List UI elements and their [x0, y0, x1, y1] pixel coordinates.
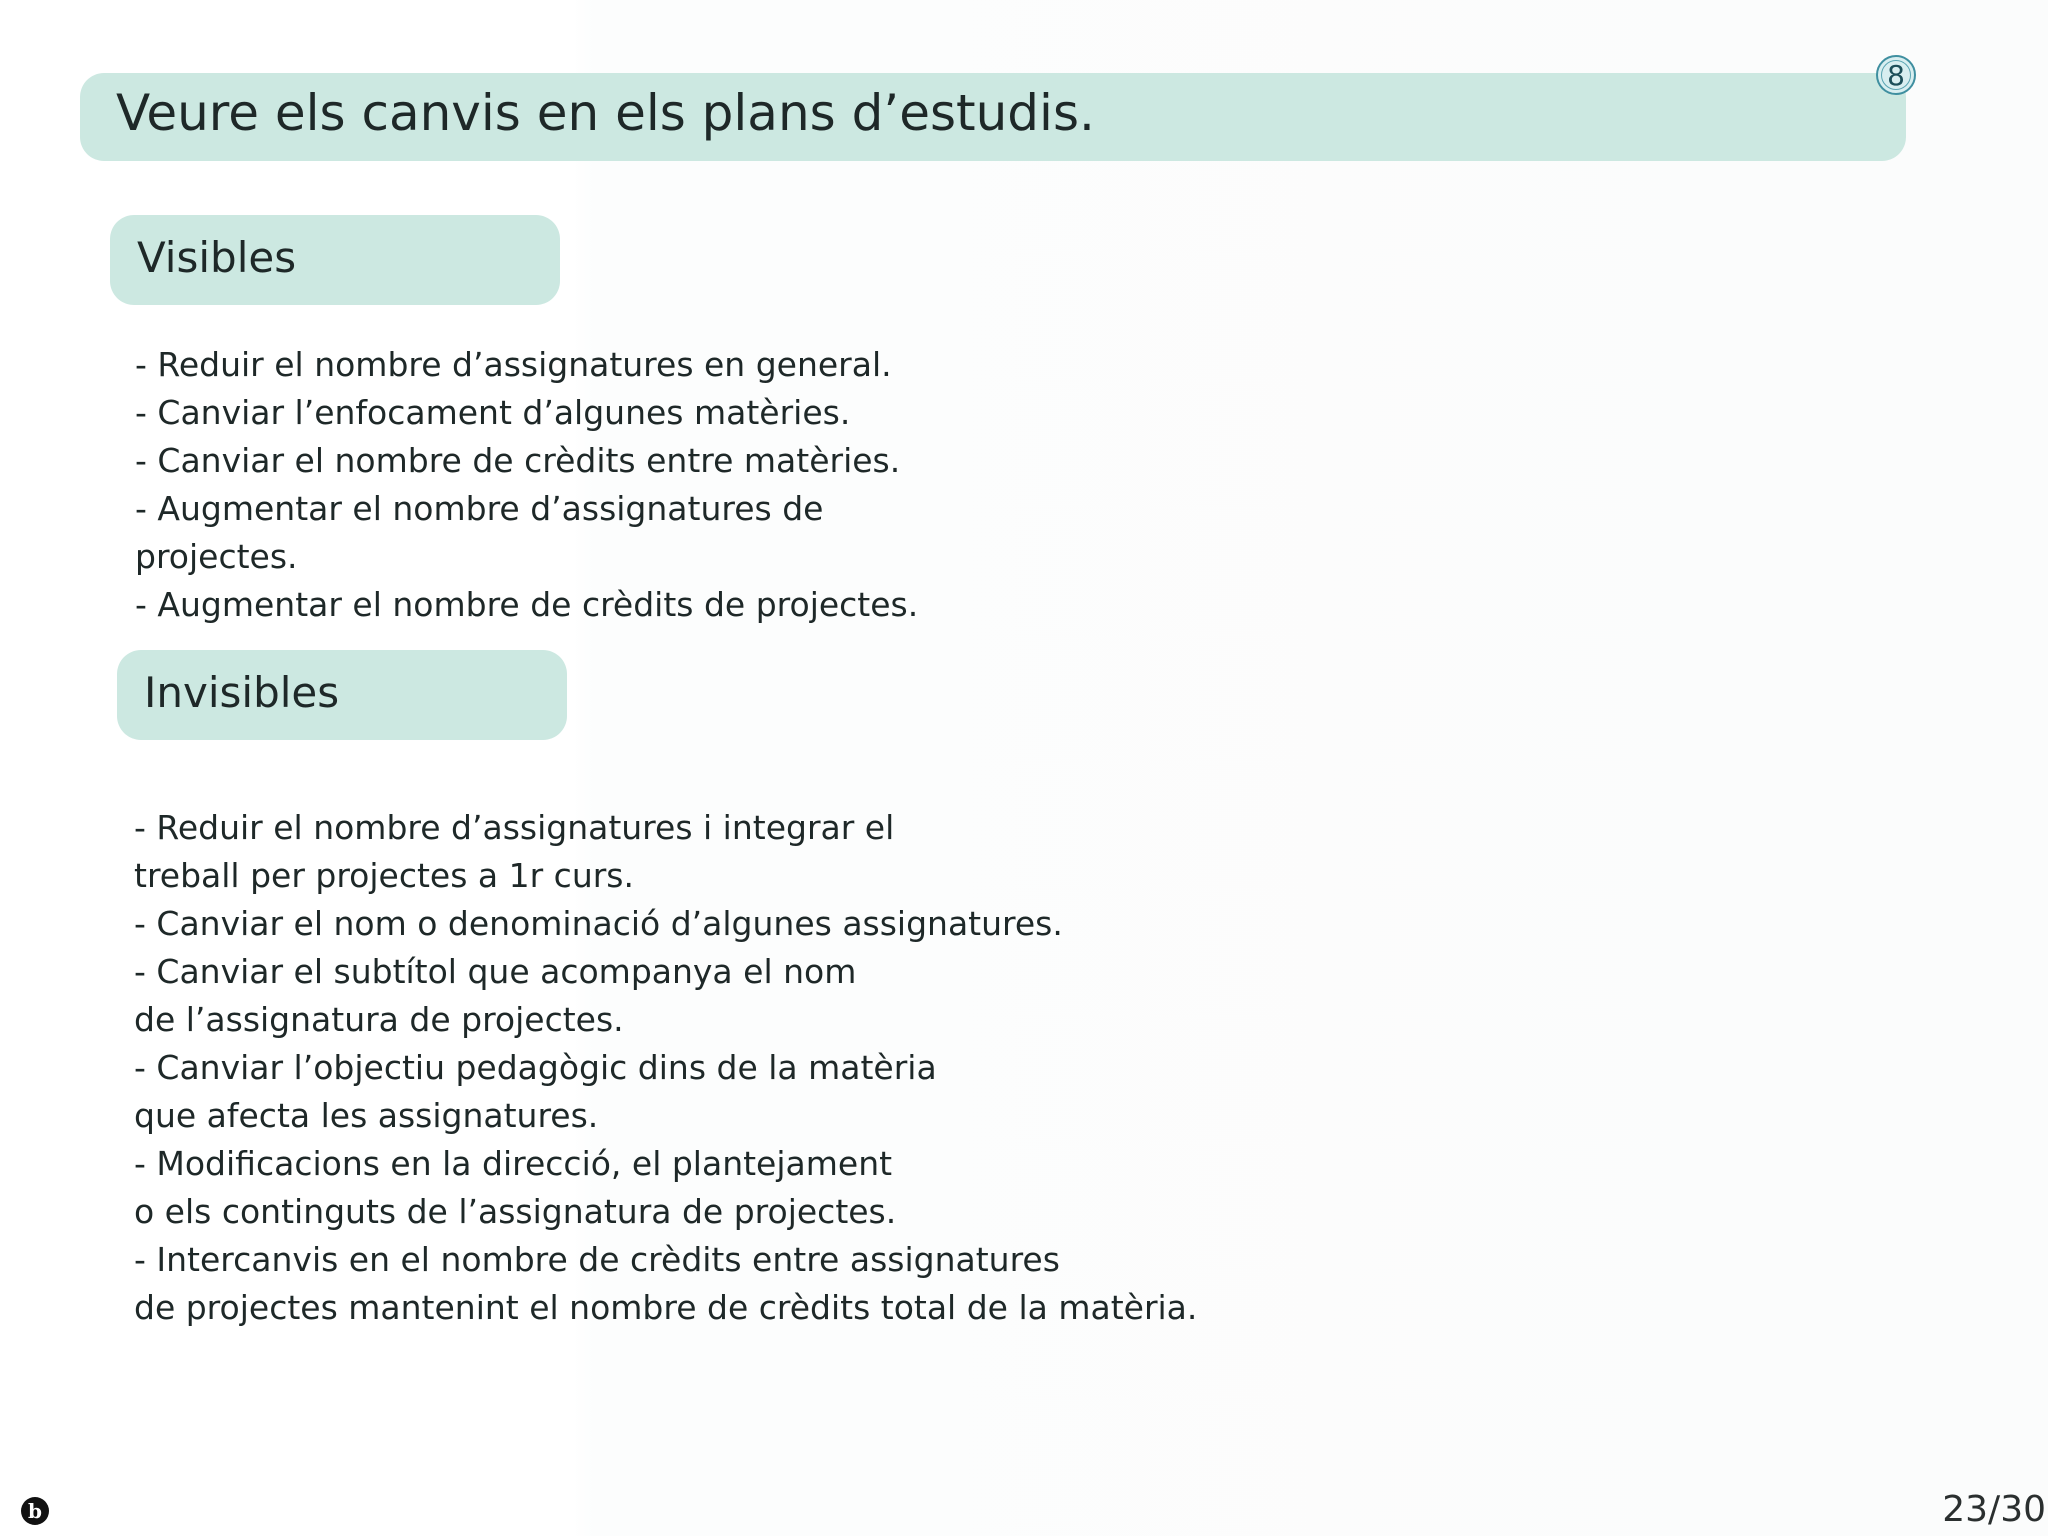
- slide-title: Veure els canvis en els plans d’estudis.: [116, 84, 1095, 142]
- section-heading-label: Invisibles: [144, 668, 340, 717]
- list-item: - Canviar el nom o denominació d’algunes assignatures.: [134, 904, 1063, 943]
- section-heading-invisibles: [117, 650, 567, 740]
- section-heading-visibles: [110, 215, 560, 305]
- list-item: - Canviar l’objectiu pedagògic dins de la matèria que afecta les assignatures.: [134, 1048, 937, 1135]
- list-item: - Reduir el nombre d’assignatures en general.: [135, 345, 892, 384]
- visibles-list: [135, 341, 1035, 629]
- list-item: - Canviar el subtítol que acompanya el nom de l’assignatura de projectes.: [134, 952, 857, 1039]
- list-item: - Modificacions en la direcció, el plantejament o els continguts de l’assignatura de projectes.: [134, 1144, 897, 1231]
- section-number-badge: [1876, 55, 1916, 95]
- list-item: - Intercanvis en el nombre de crèdits entre assignatures de projectes mantenint el nombre de crèdits total de la matèria.: [134, 1240, 1198, 1327]
- section-heading-label: Visibles: [137, 233, 297, 282]
- list-item: - Canviar l’enfocament d’algunes matèries.: [135, 393, 851, 432]
- logo-icon: b: [21, 1497, 49, 1525]
- list-item: - Reduir el nombre d’assignatures i integrar el treball per projectes a 1r curs.: [134, 808, 895, 895]
- page-counter: 23/30: [1942, 1489, 2046, 1530]
- list-item: - Canviar el nombre de crèdits entre matèries.: [135, 441, 901, 480]
- invisibles-list: [134, 804, 1284, 1332]
- list-item: - Augmentar el nombre d’assignatures de projectes.: [135, 489, 824, 576]
- section-number: 8: [1887, 59, 1905, 92]
- list-item: - Augmentar el nombre de crèdits de projectes.: [135, 585, 919, 624]
